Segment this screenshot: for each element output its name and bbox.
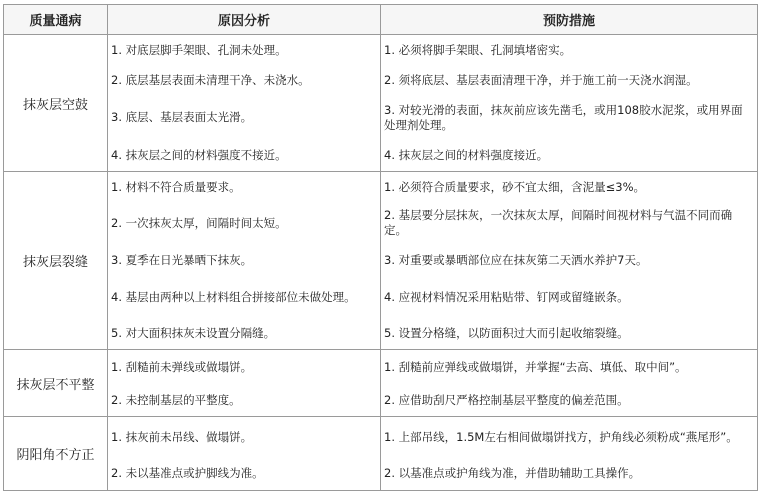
header-prevention: 预防措施	[381, 5, 758, 35]
measure-list	[381, 350, 758, 417]
cause-item: 1. 抹灰前未吊线、做塌饼。	[111, 429, 253, 444]
measure-item: 2. 应借助刮尺严格控制基层平整度的偏差范围。	[384, 392, 629, 407]
cause-list	[108, 350, 381, 417]
cause-list	[108, 417, 381, 491]
measure-list	[381, 172, 758, 350]
table-row	[4, 172, 758, 350]
defect-name: 阴阳角不方正	[4, 417, 108, 491]
cause-item: 3. 夏季在日光暴晒下抹灰。	[111, 252, 253, 267]
measure-list	[381, 417, 758, 491]
cause-item: 1. 材料不符合质量要求。	[111, 179, 241, 194]
header-cause-analysis: 原因分析	[108, 5, 381, 35]
cause-item: 2. 底层基层表面未清理干净、未浇水。	[111, 72, 310, 87]
cause-item: 5. 对大面积抹灰未设置分隔缝。	[111, 326, 276, 340]
cause-item: 1. 刮糙前未弹线或做塌饼。	[111, 359, 253, 374]
measure-list	[381, 35, 758, 172]
header-defect: 质量通病	[4, 5, 108, 35]
measure-item: 3. 对重要或暴晒部位应在抹灰第二天洒水养护7天。	[384, 252, 648, 267]
cause-item: 2. 一次抹灰太厚，间隔时间太短。	[111, 215, 287, 230]
measure-item: 4. 抹灰层之间的材料强度接近。	[384, 148, 549, 162]
defect-name: 抹灰层不平整	[4, 350, 108, 417]
defect-name: 抹灰层空鼓	[4, 35, 108, 172]
table-row	[4, 35, 758, 172]
measure-item: 2. 以基准点或护角线为准，并借助辅助工具操作。	[384, 466, 641, 480]
quality-table-container	[3, 4, 757, 491]
cause-item: 4. 抹灰层之间的材料强度不接近。	[111, 148, 287, 162]
measure-item: 1. 上部吊线，1.5M左右相间做塌饼找方，护角线必须粉成“燕尾形”。	[384, 429, 738, 444]
cause-item: 1. 对底层脚手架眼、孔洞未处理。	[111, 42, 287, 57]
measure-item: 1. 必须符合质量要求，砂不宜太细，含泥量≤3%。	[384, 179, 646, 194]
cause-item: 2. 未控制基层的平整度。	[111, 392, 241, 407]
measure-item: 1. 必须将脚手架眼、孔洞填堵密实。	[384, 42, 572, 57]
cause-item: 4. 基层由两种以上材料组合拼接部位未做处理。	[111, 289, 356, 304]
table-row	[4, 350, 758, 417]
measure-item: 2. 须将底层、基层表面清理干净，并于施工前一天浇水润湿。	[384, 72, 698, 87]
measure-item: 3. 对较光滑的表面，抹灰前应该先凿毛，或用108胶水泥浆，或用界面处理剂处理。	[384, 102, 743, 132]
cause-item: 3. 底层、基层表面太光滑。	[111, 110, 253, 124]
defect-name: 抹灰层裂缝	[4, 172, 108, 350]
cause-list	[108, 35, 381, 172]
table-row	[4, 417, 758, 491]
quality-defects-table	[3, 4, 758, 491]
cause-list	[108, 172, 381, 350]
measure-item: 2. 基层要分层抹灰，一次抹灰太厚，间隔时间视材料与气温不同而确定。	[384, 208, 733, 237]
measure-item: 4. 应视材料情况采用粘贴带、钉网或留缝嵌条。	[384, 289, 629, 304]
measure-item: 5. 设置分格缝，以防面积过大而引起收缩裂缝。	[384, 326, 629, 340]
cause-item: 2. 未以基准点或护脚线为准。	[111, 466, 264, 480]
table-header-row	[4, 5, 758, 35]
measure-item: 1. 刮糙前应弹线或做塌饼，并掌握“去高、填低、取中间”。	[384, 359, 687, 374]
